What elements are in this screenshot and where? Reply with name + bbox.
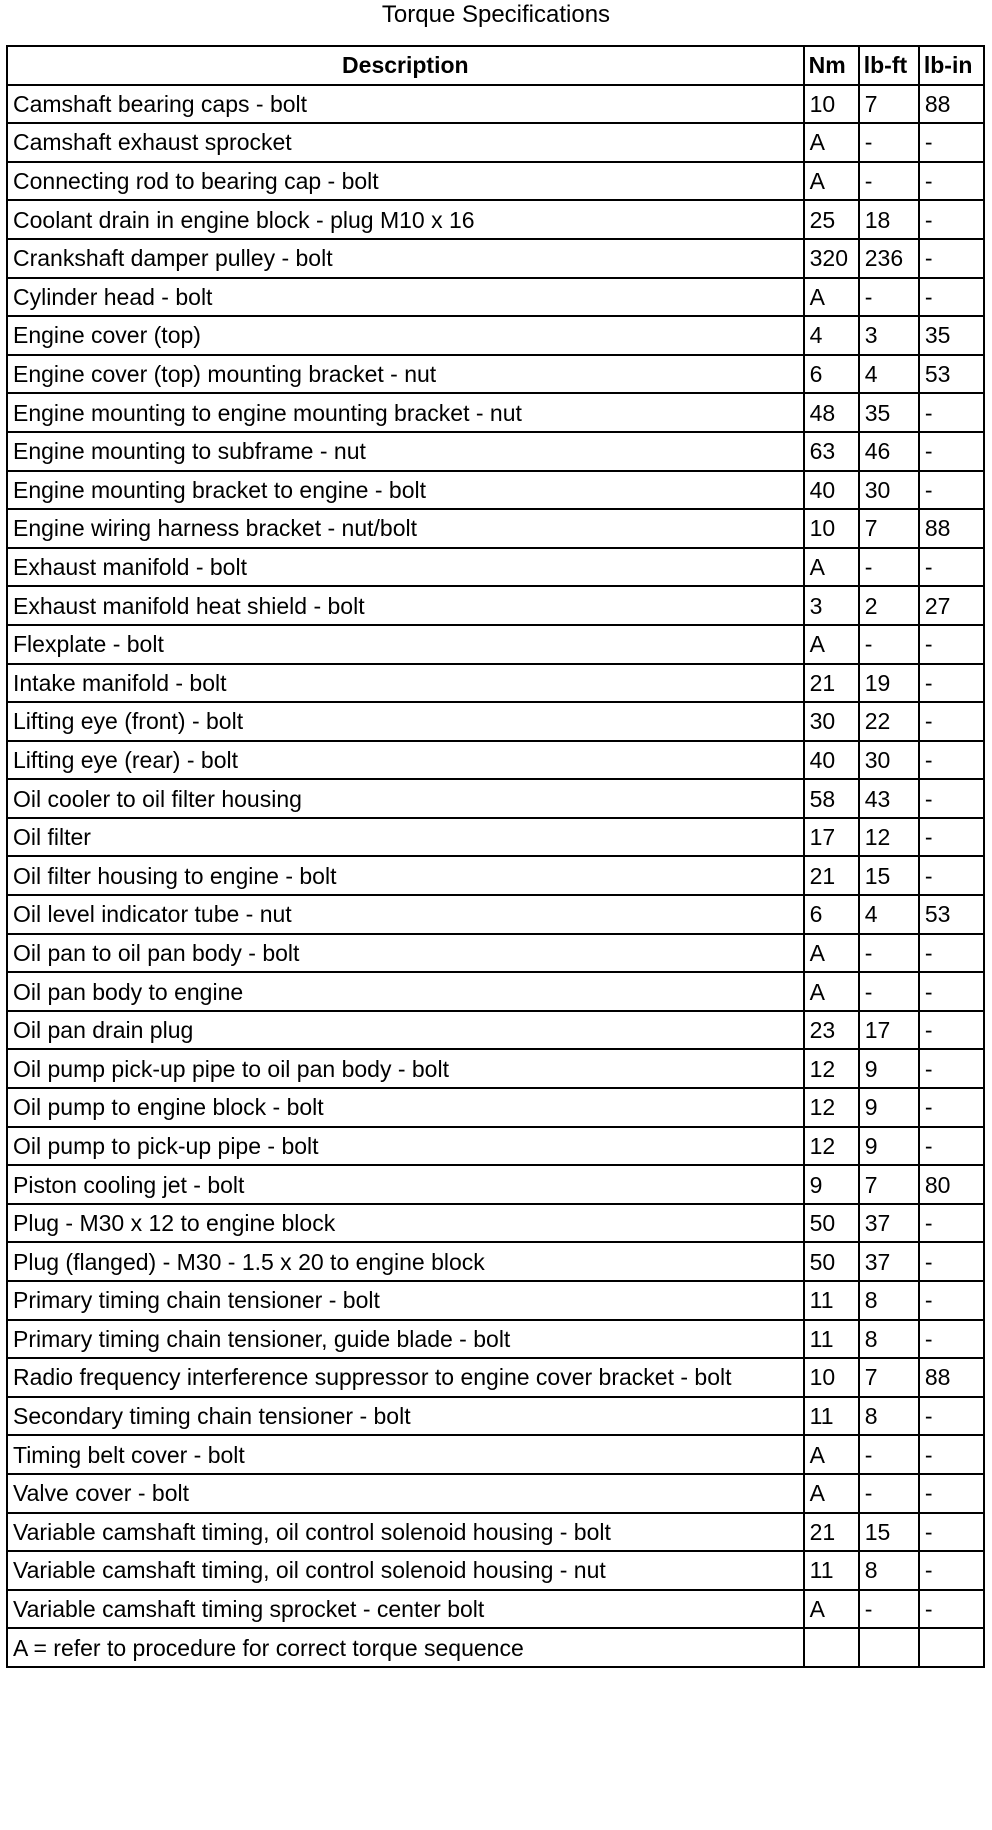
cell-lbin: - (919, 1435, 984, 1474)
cell-description: Primary timing chain tensioner, guide blade - bolt (7, 1320, 804, 1359)
cell-description: Oil filter (7, 818, 804, 857)
cell-lbft: - (859, 934, 919, 973)
cell-lbft: 12 (859, 818, 919, 857)
table-row (7, 509, 984, 548)
cell-lbft: 17 (859, 1011, 919, 1050)
cell-nm: 25 (804, 200, 859, 239)
cell-lbin: - (919, 239, 984, 278)
cell-lbin: - (919, 664, 984, 703)
cell-description: Oil pump to engine block - bolt (7, 1088, 804, 1127)
cell-nm: 11 (804, 1551, 859, 1590)
cell-lbin: - (919, 741, 984, 780)
cell-nm: 17 (804, 818, 859, 857)
cell-nm: 30 (804, 702, 859, 741)
cell-description: Timing belt cover - bolt (7, 1435, 804, 1474)
cell-nm: 48 (804, 393, 859, 432)
cell-lbft: 35 (859, 393, 919, 432)
cell-lbin: - (919, 471, 984, 510)
table-row (7, 818, 984, 857)
cell-description: Oil pump pick-up pipe to oil pan body - bolt (7, 1049, 804, 1088)
cell-lbft: - (859, 548, 919, 587)
table-row (7, 471, 984, 510)
table-row (7, 123, 984, 162)
cell-nm: A (804, 972, 859, 1011)
cell-lbin: 53 (919, 895, 984, 934)
cell-lbin: - (919, 1011, 984, 1050)
cell-lbft: 9 (859, 1127, 919, 1166)
table-row (7, 972, 984, 1011)
cell-lbft: - (859, 972, 919, 1011)
cell-lbin: - (919, 123, 984, 162)
cell-lbft: 7 (859, 1358, 919, 1397)
table-row (7, 1358, 984, 1397)
header-description: Description (7, 46, 804, 85)
cell-description: Flexplate - bolt (7, 625, 804, 664)
table-row (7, 355, 984, 394)
cell-lbft: 7 (859, 509, 919, 548)
cell-nm: 23 (804, 1011, 859, 1050)
table-row (7, 1474, 984, 1513)
cell-nm: 50 (804, 1242, 859, 1281)
cell-lbft: 37 (859, 1204, 919, 1243)
cell-description: Crankshaft damper pulley - bolt (7, 239, 804, 278)
page-title: Torque Specifications (381, 1, 611, 28)
table-row (7, 1127, 984, 1166)
cell-nm: A (804, 1474, 859, 1513)
cell-lbin: 88 (919, 509, 984, 548)
table-row (7, 895, 984, 934)
cell-description: Secondary timing chain tensioner - bolt (7, 1397, 804, 1436)
table-row (7, 1011, 984, 1050)
cell-lbft: - (859, 123, 919, 162)
cell-description: Valve cover - bolt (7, 1474, 804, 1513)
table-body (7, 85, 984, 1629)
cell-lbft: 9 (859, 1049, 919, 1088)
cell-description: Piston cooling jet - bolt (7, 1165, 804, 1204)
cell-lbft: 15 (859, 856, 919, 895)
cell-description: Lifting eye (front) - bolt (7, 702, 804, 741)
table-row (7, 1435, 984, 1474)
cell-lbft: 8 (859, 1281, 919, 1320)
cell-lbin: - (919, 1204, 984, 1243)
table-row (7, 393, 984, 432)
table-row (7, 1320, 984, 1359)
table-row (7, 85, 984, 124)
cell-nm: 10 (804, 85, 859, 124)
cell-nm: 40 (804, 741, 859, 780)
cell-nm: 6 (804, 355, 859, 394)
cell-lbft: 8 (859, 1551, 919, 1590)
table-row (7, 1165, 984, 1204)
cell-description: Lifting eye (rear) - bolt (7, 741, 804, 780)
cell-nm: 4 (804, 316, 859, 355)
cell-lbin: - (919, 432, 984, 471)
cell-nm: 21 (804, 664, 859, 703)
header-lbin: lb-in (919, 46, 984, 85)
table-row (7, 432, 984, 471)
table-row (7, 625, 984, 664)
cell-lbin: - (919, 972, 984, 1011)
table-row (7, 316, 984, 355)
cell-lbin: - (919, 779, 984, 818)
table-row (7, 856, 984, 895)
cell-lbft: 7 (859, 1165, 919, 1204)
cell-nm: 12 (804, 1049, 859, 1088)
cell-description: Engine cover (top) (7, 316, 804, 355)
table-row (7, 741, 984, 780)
cell-lbft: 7 (859, 85, 919, 124)
cell-lbin: 27 (919, 586, 984, 625)
cell-lbft: 8 (859, 1397, 919, 1436)
cell-lbin: - (919, 1551, 984, 1590)
cell-nm: 58 (804, 779, 859, 818)
cell-lbft: - (859, 162, 919, 201)
cell-lbft: 9 (859, 1088, 919, 1127)
cell-lbin: - (919, 1320, 984, 1359)
cell-lbft: 22 (859, 702, 919, 741)
cell-description: Radio frequency interference suppressor to engine cover bracket - bolt (7, 1358, 804, 1397)
cell-nm: A (804, 934, 859, 973)
cell-lbft: 18 (859, 200, 919, 239)
cell-description: Oil pan drain plug (7, 1011, 804, 1050)
footnote-empty-lbft (859, 1628, 919, 1667)
cell-description: Exhaust manifold - bolt (7, 548, 804, 587)
cell-lbin: - (919, 625, 984, 664)
cell-lbin: - (919, 278, 984, 317)
cell-lbft: 15 (859, 1513, 919, 1552)
cell-description: Oil pump to pick-up pipe - bolt (7, 1127, 804, 1166)
cell-lbin: 88 (919, 1358, 984, 1397)
cell-nm: A (804, 123, 859, 162)
cell-lbin: - (919, 1397, 984, 1436)
cell-lbin: - (919, 934, 984, 973)
header-lbft: lb-ft (859, 46, 919, 85)
cell-description: Cylinder head - bolt (7, 278, 804, 317)
cell-lbin: - (919, 1049, 984, 1088)
cell-nm: 63 (804, 432, 859, 471)
cell-lbft: - (859, 625, 919, 664)
cell-nm: 3 (804, 586, 859, 625)
cell-description: Engine wiring harness bracket - nut/bolt (7, 509, 804, 548)
cell-lbin: - (919, 1127, 984, 1166)
cell-nm: 6 (804, 895, 859, 934)
cell-lbft: 4 (859, 355, 919, 394)
cell-lbft: - (859, 278, 919, 317)
table-row (7, 934, 984, 973)
cell-description: Engine mounting to engine mounting bracket - nut (7, 393, 804, 432)
cell-lbft: 46 (859, 432, 919, 471)
cell-nm: 11 (804, 1281, 859, 1320)
footnote-empty-nm (804, 1628, 859, 1667)
table-header-row (7, 46, 984, 85)
cell-nm: A (804, 162, 859, 201)
cell-description: Connecting rod to bearing cap - bolt (7, 162, 804, 201)
table-row (7, 779, 984, 818)
table-row (7, 278, 984, 317)
cell-nm: 21 (804, 856, 859, 895)
cell-nm: 11 (804, 1397, 859, 1436)
cell-lbin: - (919, 162, 984, 201)
footnote-row (7, 1628, 984, 1667)
cell-lbin: - (919, 702, 984, 741)
table-row (7, 1590, 984, 1629)
cell-description: Plug (flanged) - M30 - 1.5 x 20 to engine block (7, 1242, 804, 1281)
cell-lbin: 35 (919, 316, 984, 355)
cell-lbft: - (859, 1590, 919, 1629)
table-row (7, 1242, 984, 1281)
cell-lbin: - (919, 1088, 984, 1127)
table-row (7, 1281, 984, 1320)
header-nm: Nm (804, 46, 859, 85)
cell-lbin: - (919, 1281, 984, 1320)
cell-description: Intake manifold - bolt (7, 664, 804, 703)
cell-lbin: - (919, 1242, 984, 1281)
table-row (7, 586, 984, 625)
cell-nm: A (804, 278, 859, 317)
cell-nm: 12 (804, 1088, 859, 1127)
cell-lbft: 19 (859, 664, 919, 703)
table-row (7, 1551, 984, 1590)
cell-nm: 12 (804, 1127, 859, 1166)
cell-nm: 21 (804, 1513, 859, 1552)
cell-lbin: - (919, 200, 984, 239)
table-row (7, 200, 984, 239)
cell-lbin: - (919, 856, 984, 895)
cell-lbft: 8 (859, 1320, 919, 1359)
cell-lbin: - (919, 393, 984, 432)
cell-nm: 320 (804, 239, 859, 278)
cell-lbft: - (859, 1474, 919, 1513)
footnote-text: A = refer to procedure for correct torque sequence (7, 1628, 804, 1667)
cell-description: Oil pan body to engine (7, 972, 804, 1011)
table-row (7, 1088, 984, 1127)
cell-lbin: 53 (919, 355, 984, 394)
cell-lbft: 43 (859, 779, 919, 818)
cell-lbin: - (919, 1513, 984, 1552)
cell-lbft: 3 (859, 316, 919, 355)
cell-lbft: 2 (859, 586, 919, 625)
cell-nm: 40 (804, 471, 859, 510)
cell-nm: A (804, 548, 859, 587)
cell-description: Camshaft bearing caps - bolt (7, 85, 804, 124)
table-row (7, 162, 984, 201)
table-row (7, 548, 984, 587)
table-row (7, 1049, 984, 1088)
cell-nm: 10 (804, 509, 859, 548)
table-row (7, 1513, 984, 1552)
cell-description: Engine mounting bracket to engine - bolt (7, 471, 804, 510)
cell-lbin: 80 (919, 1165, 984, 1204)
footnote-empty-lbin (919, 1628, 984, 1667)
cell-lbft: 30 (859, 471, 919, 510)
cell-description: Plug - M30 x 12 to engine block (7, 1204, 804, 1243)
cell-lbft: - (859, 1435, 919, 1474)
cell-nm: A (804, 625, 859, 664)
cell-description: Primary timing chain tensioner - bolt (7, 1281, 804, 1320)
cell-description: Oil level indicator tube - nut (7, 895, 804, 934)
cell-lbft: 37 (859, 1242, 919, 1281)
cell-nm: A (804, 1590, 859, 1629)
cell-description: Exhaust manifold heat shield - bolt (7, 586, 804, 625)
table-row (7, 1204, 984, 1243)
cell-description: Variable camshaft timing, oil control solenoid housing - bolt (7, 1513, 804, 1552)
cell-nm: 9 (804, 1165, 859, 1204)
cell-lbin: - (919, 1590, 984, 1629)
table-row (7, 664, 984, 703)
cell-lbin: - (919, 1474, 984, 1513)
cell-description: Coolant drain in engine block - plug M10 x 16 (7, 200, 804, 239)
cell-description: Variable camshaft timing, oil control solenoid housing - nut (7, 1551, 804, 1590)
cell-nm: 11 (804, 1320, 859, 1359)
torque-spec-table (6, 45, 985, 1668)
cell-nm: 10 (804, 1358, 859, 1397)
table-row (7, 239, 984, 278)
cell-lbft: 30 (859, 741, 919, 780)
cell-lbin: - (919, 818, 984, 857)
cell-lbft: 4 (859, 895, 919, 934)
cell-description: Oil filter housing to engine - bolt (7, 856, 804, 895)
cell-nm: A (804, 1435, 859, 1474)
table-row (7, 702, 984, 741)
cell-description: Engine mounting to subframe - nut (7, 432, 804, 471)
cell-nm: 50 (804, 1204, 859, 1243)
cell-description: Variable camshaft timing sprocket - center bolt (7, 1590, 804, 1629)
cell-description: Engine cover (top) mounting bracket - nut (7, 355, 804, 394)
cell-description: Oil pan to oil pan body - bolt (7, 934, 804, 973)
cell-description: Camshaft exhaust sprocket (7, 123, 804, 162)
cell-lbin: 88 (919, 85, 984, 124)
table-row (7, 1397, 984, 1436)
cell-lbft: 236 (859, 239, 919, 278)
cell-description: Oil cooler to oil filter housing (7, 779, 804, 818)
cell-lbin: - (919, 548, 984, 587)
